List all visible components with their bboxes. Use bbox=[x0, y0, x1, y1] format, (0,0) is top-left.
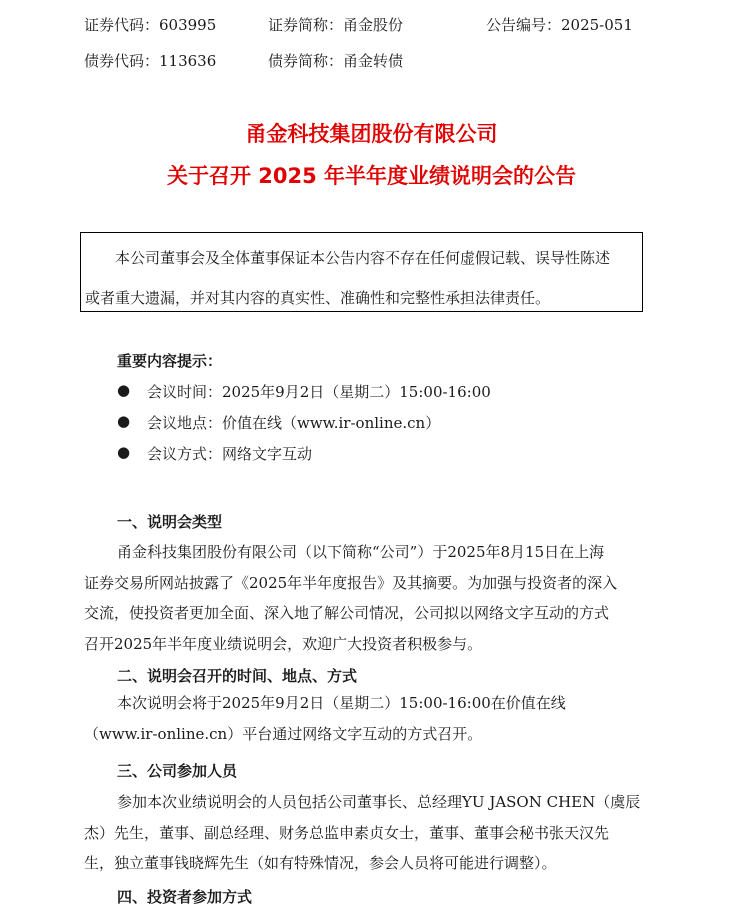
bond-code: 债券代码：113636 bbox=[84, 52, 217, 70]
disclaimer-box bbox=[80, 232, 643, 312]
bullet-icon: ● bbox=[117, 381, 131, 399]
meeting-time: 会议时间：2025年9月2日（星期二）15:00-16:00 bbox=[147, 383, 491, 401]
section-3-line-3: 生，独立董事钱晓辉先生（如有特殊情况，参会人员将可能进行调整）。 bbox=[84, 854, 557, 872]
section-1-heading: 一、说明会类型 bbox=[117, 513, 223, 531]
bond-abbreviation: 债券简称：甬金转债 bbox=[268, 52, 404, 70]
highlights-heading: 重要内容提示： bbox=[117, 352, 223, 370]
section-3-heading: 三、公司参加人员 bbox=[117, 762, 238, 780]
section-1-line-3: 交流，使投资者更加全面、深入地了解公司情况，公司拟以网络文字互动的方式 bbox=[84, 604, 610, 622]
disclaimer-line-2: 或者重大遗漏，并对其内容的真实性、准确性和完整性承担法律责任。 bbox=[85, 289, 551, 307]
company-title: 甬金科技集团股份有限公司 bbox=[245, 122, 498, 146]
stock-code: 证券代码：603995 bbox=[84, 16, 217, 34]
section-2-line-2: （www.ir-online.cn）平台通过网络文字互动的方式召开。 bbox=[84, 725, 483, 743]
section-3-line-2: 杰）先生，董事、副总经理、财务总监申素贞女士，董事、董事会秘书张天汉先 bbox=[84, 824, 610, 842]
section-1-line-1: 甬金科技集团股份有限公司（以下简称“公司”）于2025年8月15日在上海 bbox=[117, 543, 605, 561]
section-1-line-4: 召开2025年半年度业绩说明会，欢迎广大投资者积极参与。 bbox=[84, 635, 483, 653]
meeting-location: 会议地点：价值在线（www.ir-online.cn） bbox=[147, 414, 441, 432]
section-1-line-2: 证券交易所网站披露了《2025年半年度报告》及其摘要。为加强与投资者的深入 bbox=[84, 574, 618, 592]
section-2-heading: 二、说明会召开的时间、地点、方式 bbox=[117, 667, 358, 685]
announcement-title: 关于召开 2025 年半年度业绩说明会的公告 bbox=[166, 164, 577, 188]
section-2-line-1: 本次说明会将于2025年9月2日（星期二）15:00-16:00在价值在线 bbox=[117, 694, 566, 712]
meeting-format: 会议方式：网络文字互动 bbox=[147, 445, 313, 463]
announcement-number: 公告编号：2025-051 bbox=[486, 16, 633, 34]
bullet-icon: ● bbox=[117, 443, 131, 461]
disclaimer-line-1: 本公司董事会及全体董事保证本公告内容不存在任何虚假记载、误导性陈述 bbox=[115, 249, 611, 267]
bullet-icon: ● bbox=[117, 412, 131, 430]
section-3-line-1: 参加本次业绩说明会的人员包括公司董事长、总经理YU JASON CHEN（虞辰 bbox=[117, 793, 641, 811]
section-4-heading: 四、投资者参加方式 bbox=[117, 888, 253, 906]
stock-abbreviation: 证券简称：甬金股份 bbox=[268, 16, 404, 34]
